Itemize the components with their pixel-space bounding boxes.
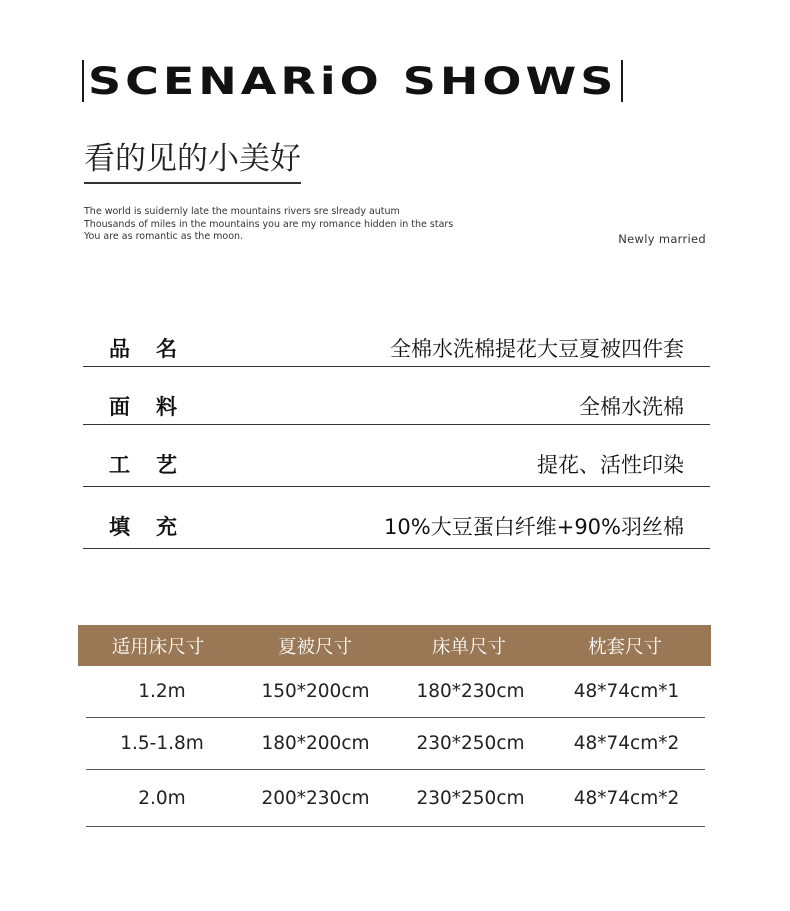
- table-cell: 1.2m: [138, 681, 186, 702]
- spec-value: 全棉水洗棉提花大豆夏被四件套: [390, 337, 684, 361]
- table-row: [86, 718, 705, 770]
- table-cell: 180*200cm: [261, 733, 370, 754]
- spec-value: 全棉水洗棉: [579, 395, 684, 419]
- table-cell: 230*250cm: [416, 787, 525, 809]
- left-bracket: [82, 60, 84, 102]
- blurb: [84, 206, 453, 244]
- table-row: [86, 666, 705, 718]
- table-cell: 150*200cm: [261, 681, 370, 702]
- table-cell: 180*230cm: [416, 681, 525, 702]
- table-cell: 230*250cm: [416, 733, 525, 754]
- table-cell: 2.0m: [138, 787, 186, 809]
- subtitle: 看的见的小美好: [84, 140, 301, 184]
- blurb-line: Thousands of miles in the mountains you are my romance hidden in the stars: [84, 218, 454, 230]
- blurb-line: The world is suidernly late the mountains rivers sre slready autum: [84, 206, 400, 217]
- header-cell: 夏被尺寸: [277, 636, 352, 658]
- table-cell: 1.5-1.8m: [120, 733, 204, 754]
- heading-text: SCENARiO SHOWS: [88, 58, 618, 104]
- spec-label: 填充: [109, 515, 203, 539]
- spec-row-fabric: [83, 367, 710, 425]
- spec-value: 10%大豆蛋白纤维+90%羽丝棉: [384, 515, 684, 539]
- right-bracket: [621, 60, 623, 102]
- blurb-line: You are as romantic as the moon.: [84, 231, 244, 242]
- spec-row-filling: [83, 487, 710, 549]
- spec-label: 品名: [109, 337, 203, 361]
- spec-row-name: [83, 325, 710, 367]
- size-table-header: [78, 625, 711, 666]
- size-table: [86, 666, 705, 827]
- table-cell: 48*74cm*2: [573, 733, 680, 754]
- spec-value: 提花、活性印染: [537, 453, 684, 477]
- table-cell: 48*74cm*2: [573, 787, 680, 809]
- header-cell: 适用床尺寸: [111, 636, 205, 658]
- header-cell: 床单尺寸: [431, 636, 506, 658]
- table-row: [86, 770, 705, 827]
- spec-list: [83, 325, 710, 549]
- section-heading: [82, 58, 618, 104]
- spec-row-craft: [83, 425, 710, 487]
- table-cell: 200*230cm: [261, 787, 370, 809]
- spec-label: 面料: [109, 395, 203, 419]
- spec-label: 工艺: [109, 453, 203, 477]
- tagline: Newly married: [618, 232, 706, 246]
- table-cell: 48*74cm*1: [573, 681, 680, 702]
- header-cell: 枕套尺寸: [587, 636, 662, 658]
